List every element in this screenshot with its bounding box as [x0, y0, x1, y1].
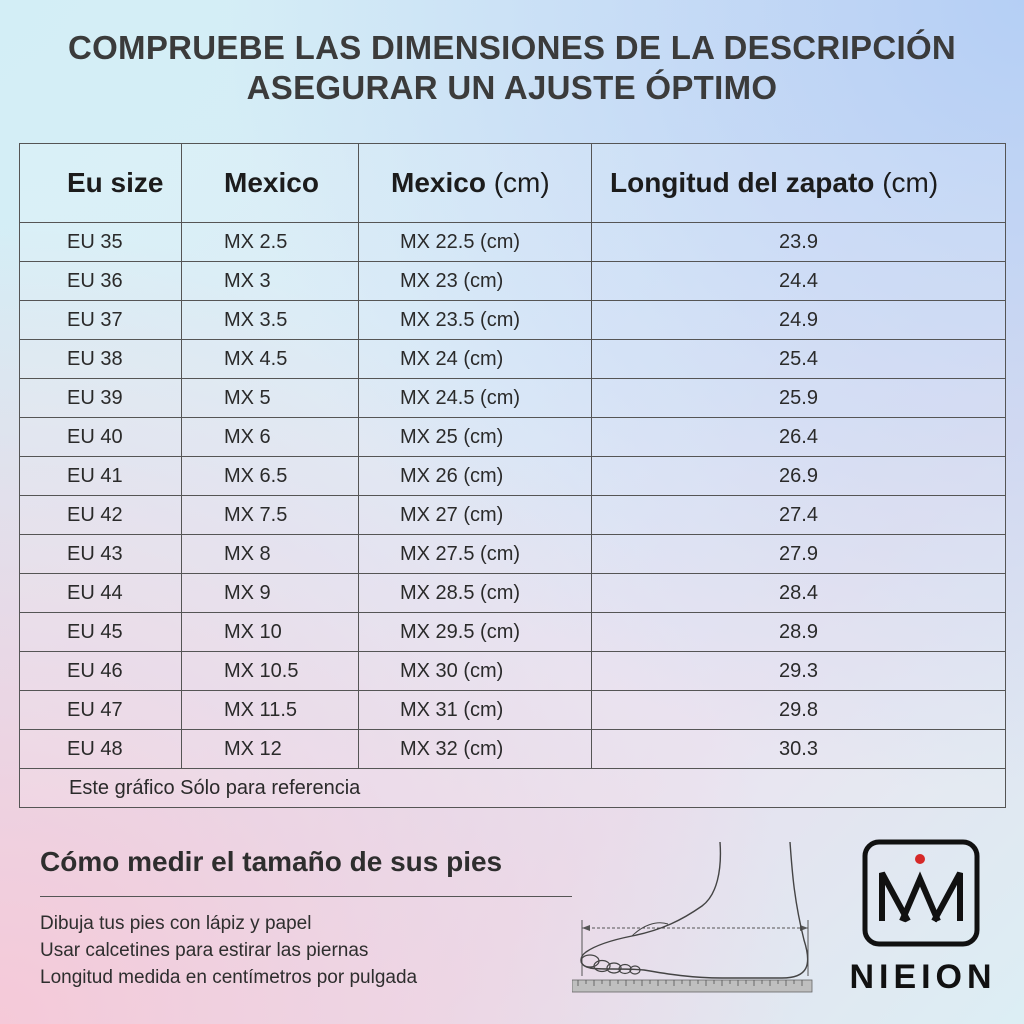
header-shoe-length-label: Longitud del zapato [610, 167, 875, 198]
header-eu-size: Eu size [20, 144, 182, 223]
title-line-1: COMPRUEBE LAS DIMENSIONES DE LA DESCRIPCIÓN [67, 29, 957, 66]
table-row [20, 652, 1006, 691]
cell-mexico-cm: MX 29.5 (cm) [359, 613, 592, 652]
title-line-2: ASEGURAR UN AJUSTE ÓPTIMO [246, 69, 778, 106]
header-mexico-cm [359, 144, 592, 223]
brand-logo-icon [862, 839, 980, 947]
cell-shoe-length: 23.9 [592, 223, 1006, 262]
brand-name: NIEION [849, 958, 997, 996]
howto-line: Dibuja tus pies con lápiz y papel [40, 913, 312, 934]
cell-mexico: MX 6.5 [182, 457, 359, 496]
table-row [20, 457, 1006, 496]
cell-mexico-cm: MX 22.5 (cm) [359, 223, 592, 262]
cell-eu-size: EU 37 [20, 301, 182, 340]
cell-shoe-length: 24.4 [592, 262, 1006, 301]
foot-measure-illustration [572, 840, 822, 1000]
cell-mexico: MX 6 [182, 418, 359, 457]
cell-shoe-length: 28.9 [592, 613, 1006, 652]
cell-shoe-length: 26.9 [592, 457, 1006, 496]
table-row [20, 691, 1006, 730]
cell-mexico-cm: MX 27.5 (cm) [359, 535, 592, 574]
table-row [20, 496, 1006, 535]
table-note-row [20, 769, 1006, 808]
cell-mexico-cm: MX 24 (cm) [359, 340, 592, 379]
cell-mexico: MX 3.5 [182, 301, 359, 340]
cell-mexico: MX 5 [182, 379, 359, 418]
cell-mexico: MX 7.5 [182, 496, 359, 535]
cell-eu-size: EU 46 [20, 652, 182, 691]
table-row [20, 379, 1006, 418]
table-row [20, 262, 1006, 301]
cell-mexico: MX 9 [182, 574, 359, 613]
cell-mexico: MX 3 [182, 262, 359, 301]
cell-mexico-cm: MX 24.5 (cm) [359, 379, 592, 418]
reference-note: Este gráfico Sólo para referencia [20, 769, 1006, 808]
table-row [20, 340, 1006, 379]
table-row [20, 613, 1006, 652]
table-row [20, 418, 1006, 457]
cell-mexico-cm: MX 27 (cm) [359, 496, 592, 535]
cell-shoe-length: 30.3 [592, 730, 1006, 769]
cell-shoe-length: 29.3 [592, 652, 1006, 691]
table-row [20, 730, 1006, 769]
cell-mexico: MX 4.5 [182, 340, 359, 379]
cell-eu-size: EU 38 [20, 340, 182, 379]
howto-divider [40, 896, 572, 897]
cell-mexico-cm: MX 23.5 (cm) [359, 301, 592, 340]
cell-eu-size: EU 42 [20, 496, 182, 535]
cell-eu-size: EU 36 [20, 262, 182, 301]
cell-mexico-cm: MX 23 (cm) [359, 262, 592, 301]
cell-mexico-cm: MX 32 (cm) [359, 730, 592, 769]
table-body [20, 223, 1006, 769]
cell-shoe-length: 27.4 [592, 496, 1006, 535]
cell-mexico: MX 2.5 [182, 223, 359, 262]
cell-eu-size: EU 44 [20, 574, 182, 613]
cell-eu-size: EU 45 [20, 613, 182, 652]
cell-eu-size: EU 47 [20, 691, 182, 730]
page-title [0, 28, 1024, 108]
cell-mexico: MX 10 [182, 613, 359, 652]
howto-line: Usar calcetines para estirar las piernas [40, 940, 369, 961]
cell-shoe-length: 25.4 [592, 340, 1006, 379]
table-row [20, 574, 1006, 613]
header-mexico-cm-label: Mexico [391, 167, 486, 198]
brand-logo-dot [915, 854, 925, 864]
cell-mexico: MX 10.5 [182, 652, 359, 691]
howto-line: Longitud medida en centímetros por pulgada [40, 967, 418, 988]
cell-shoe-length: 28.4 [592, 574, 1006, 613]
cell-mexico-cm: MX 28.5 (cm) [359, 574, 592, 613]
cell-eu-size: EU 48 [20, 730, 182, 769]
header-mexico: Mexico [182, 144, 359, 223]
cell-eu-size: EU 41 [20, 457, 182, 496]
cell-shoe-length: 24.9 [592, 301, 1006, 340]
cell-mexico: MX 11.5 [182, 691, 359, 730]
cell-mexico-cm: MX 25 (cm) [359, 418, 592, 457]
cell-eu-size: EU 35 [20, 223, 182, 262]
table-row [20, 535, 1006, 574]
header-shoe-length-unit: (cm) [882, 167, 939, 198]
cell-mexico-cm: MX 30 (cm) [359, 652, 592, 691]
howto-title: Cómo medir el tamaño de sus pies [40, 846, 503, 877]
cell-mexico: MX 8 [182, 535, 359, 574]
header-shoe-length [592, 144, 1006, 223]
cell-eu-size: EU 43 [20, 535, 182, 574]
cell-shoe-length: 27.9 [592, 535, 1006, 574]
cell-mexico-cm: MX 26 (cm) [359, 457, 592, 496]
table-row [20, 301, 1006, 340]
table-header-row [20, 144, 1006, 223]
howto-instructions [40, 910, 417, 991]
cell-shoe-length: 25.9 [592, 379, 1006, 418]
cell-shoe-length: 29.8 [592, 691, 1006, 730]
cell-mexico-cm: MX 31 (cm) [359, 691, 592, 730]
size-chart-table [19, 143, 1006, 808]
cell-shoe-length: 26.4 [592, 418, 1006, 457]
table-row [20, 223, 1006, 262]
cell-eu-size: EU 40 [20, 418, 182, 457]
cell-eu-size: EU 39 [20, 379, 182, 418]
cell-mexico: MX 12 [182, 730, 359, 769]
header-mexico-cm-unit: (cm) [493, 167, 550, 198]
